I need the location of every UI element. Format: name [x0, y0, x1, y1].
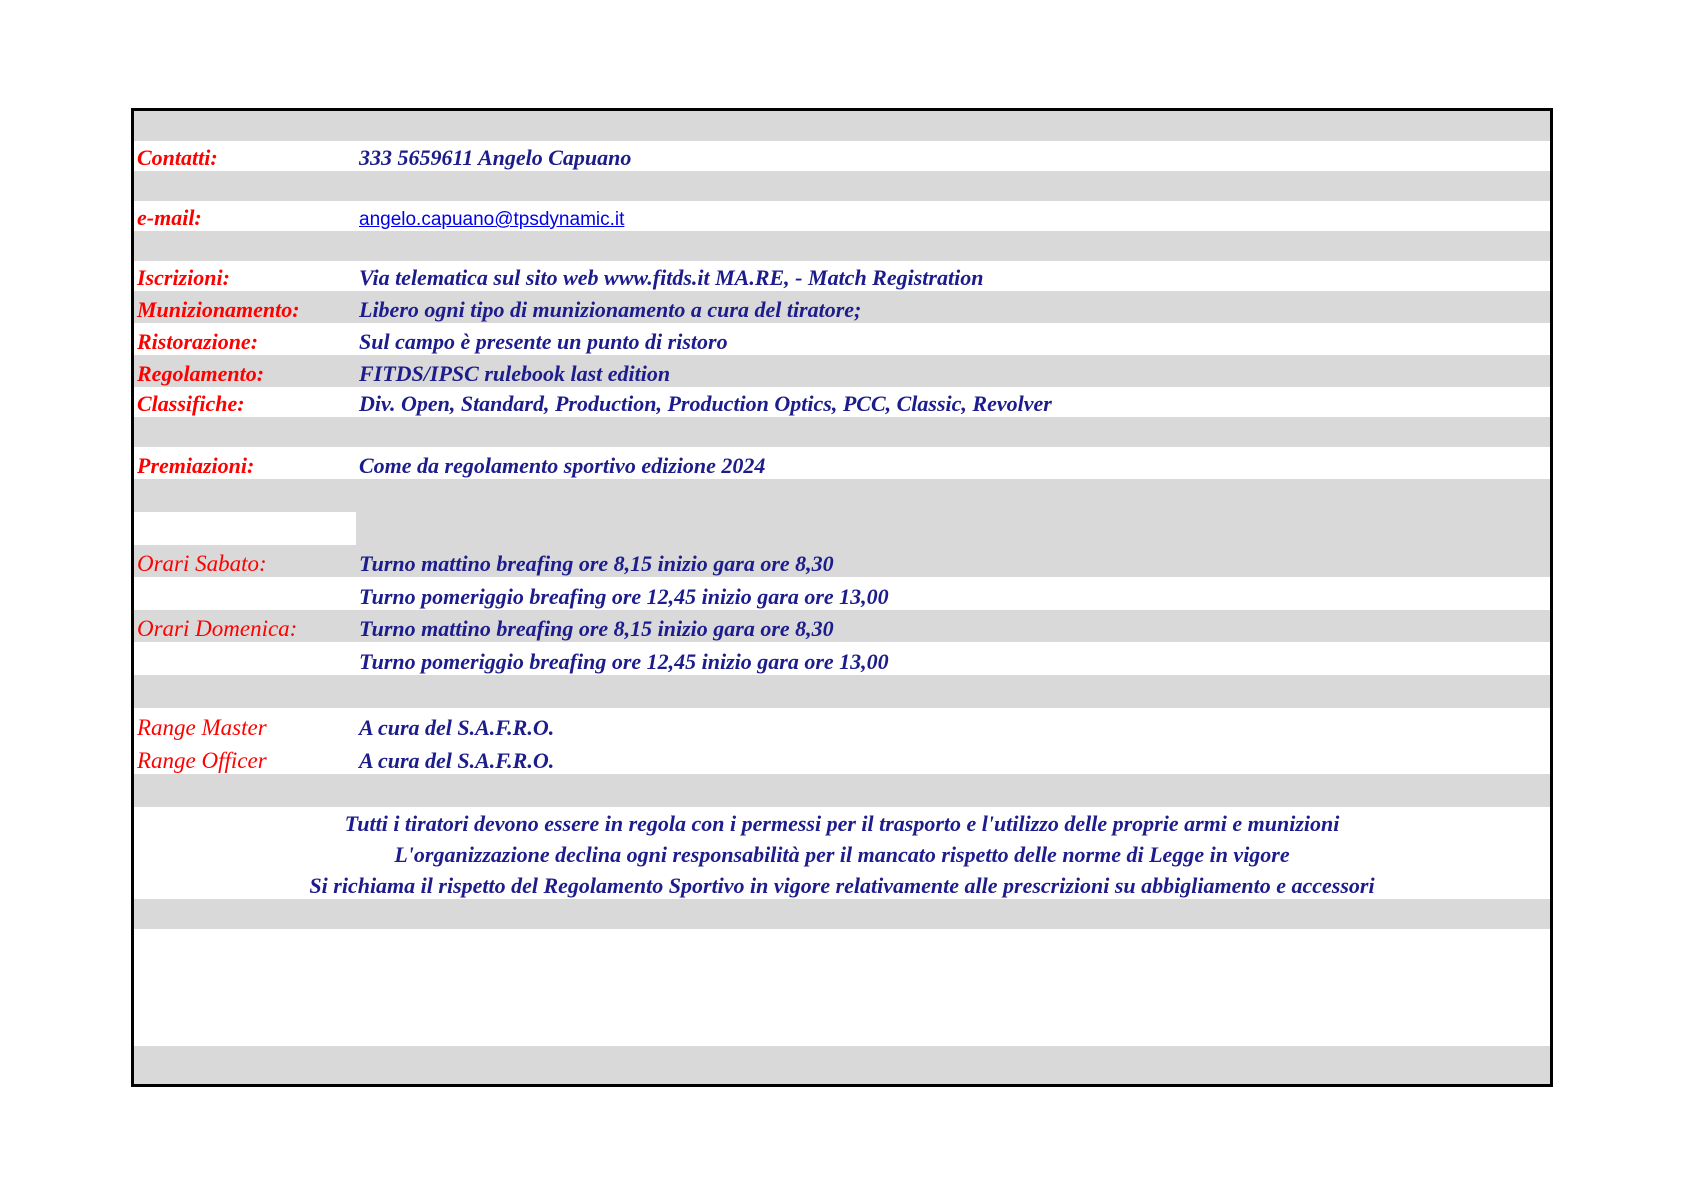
spacer-row	[134, 1046, 1550, 1087]
value-sabato-mattino: Turno mattino breafing ore 8,15 inizio gara ore 8,30	[359, 551, 834, 576]
row-note-1	[134, 807, 1550, 837]
row-range-master	[134, 708, 1550, 741]
value-domenica-mattino: Turno mattino breafing ore 8,15 inizio gara ore 8,30	[359, 616, 834, 641]
row-classifiche	[134, 387, 1550, 417]
row-note-2	[134, 837, 1550, 868]
spacer-row	[134, 675, 1550, 708]
row-premiazioni	[134, 447, 1550, 479]
row-email	[134, 201, 1550, 231]
note-trasporto: Tutti i tiratori devono essere in regola con i permessi per il trasporto e l'utilizzo delle proprie armi e munizioni	[344, 811, 1340, 836]
value-munizionamento: Libero ogni tipo di munizionamento a cura del tiratore;	[359, 297, 862, 322]
row-regolamento	[134, 355, 1550, 387]
email-link[interactable]: angelo.capuano@tpsdynamic.it	[359, 209, 625, 230]
label-premiazioni: Premiazioni:	[137, 453, 255, 478]
value-ristorazione: Sul campo è presente un punto di ristoro	[359, 329, 728, 354]
row-orari-sabato-pomeriggio	[134, 577, 1550, 610]
row-ristorazione	[134, 323, 1550, 355]
value-premiazioni: Come da regolamento sportivo edizione 2024	[359, 453, 766, 478]
spacer-row	[134, 512, 1550, 545]
value-range-officer: A cura del S.A.F.R.O.	[359, 748, 555, 773]
label-email: e-mail:	[137, 205, 202, 230]
spacer-row	[134, 111, 1550, 141]
label-classifiche: Classifiche:	[137, 391, 245, 416]
value-domenica-pomeriggio: Turno pomeriggio breafing ore 12,45 inizio gara ore 13,00	[359, 649, 889, 674]
spacer-row	[134, 479, 1550, 512]
note-regolamento: Si richiama il rispetto del Regolamento Sportivo in vigore relativamente alle prescrizioni su abbigliamento e accessori	[309, 873, 1375, 898]
label-range-officer: Range Officer	[137, 748, 267, 773]
left-gap	[134, 512, 356, 545]
row-orari-domenica-pomeriggio	[134, 642, 1550, 675]
label-regolamento: Regolamento:	[137, 361, 265, 386]
label-orari-sabato: Orari Sabato:	[137, 551, 267, 576]
value-regolamento: FITDS/IPSC rulebook last edition	[359, 361, 671, 386]
value-iscrizioni: Via telematica sul sito web www.fitds.it MA.RE, - Match Registration	[359, 265, 984, 290]
value-contatti: 333 5659611 Angelo Capuano	[359, 145, 632, 170]
row-range-officer	[134, 741, 1550, 774]
row-orari-domenica-mattino	[134, 610, 1550, 642]
value-classifiche: Div. Open, Standard, Production, Production Optics, PCC, Classic, Revolver	[359, 391, 1052, 416]
row-iscrizioni	[134, 261, 1550, 291]
label-contatti: Contatti:	[137, 145, 218, 170]
row-note-3	[134, 868, 1550, 899]
value-range-master: A cura del S.A.F.R.O.	[359, 715, 555, 740]
row-orari-sabato-mattino	[134, 545, 1550, 577]
label-orari-domenica: Orari Domenica:	[137, 616, 298, 641]
spacer-row	[134, 417, 1550, 447]
blank-area	[134, 929, 1550, 1046]
info-sheet	[131, 108, 1553, 1087]
note-responsabilita: L'organizzazione declina ogni responsabilità per il mancato rispetto delle norme di Legge in vigore	[394, 842, 1290, 867]
label-range-master: Range Master	[137, 715, 267, 740]
spacer-row	[134, 171, 1550, 201]
spacer-row	[134, 899, 1550, 929]
label-ristorazione: Ristorazione:	[137, 329, 259, 354]
value-sabato-pomeriggio: Turno pomeriggio breafing ore 12,45 inizio gara ore 13,00	[359, 584, 889, 609]
label-munizionamento: Munizionamento:	[137, 297, 300, 322]
spacer-row	[134, 231, 1550, 261]
spacer-row	[134, 774, 1550, 807]
row-contatti	[134, 141, 1550, 171]
row-munizionamento	[134, 291, 1550, 323]
label-iscrizioni: Iscrizioni:	[137, 265, 230, 290]
